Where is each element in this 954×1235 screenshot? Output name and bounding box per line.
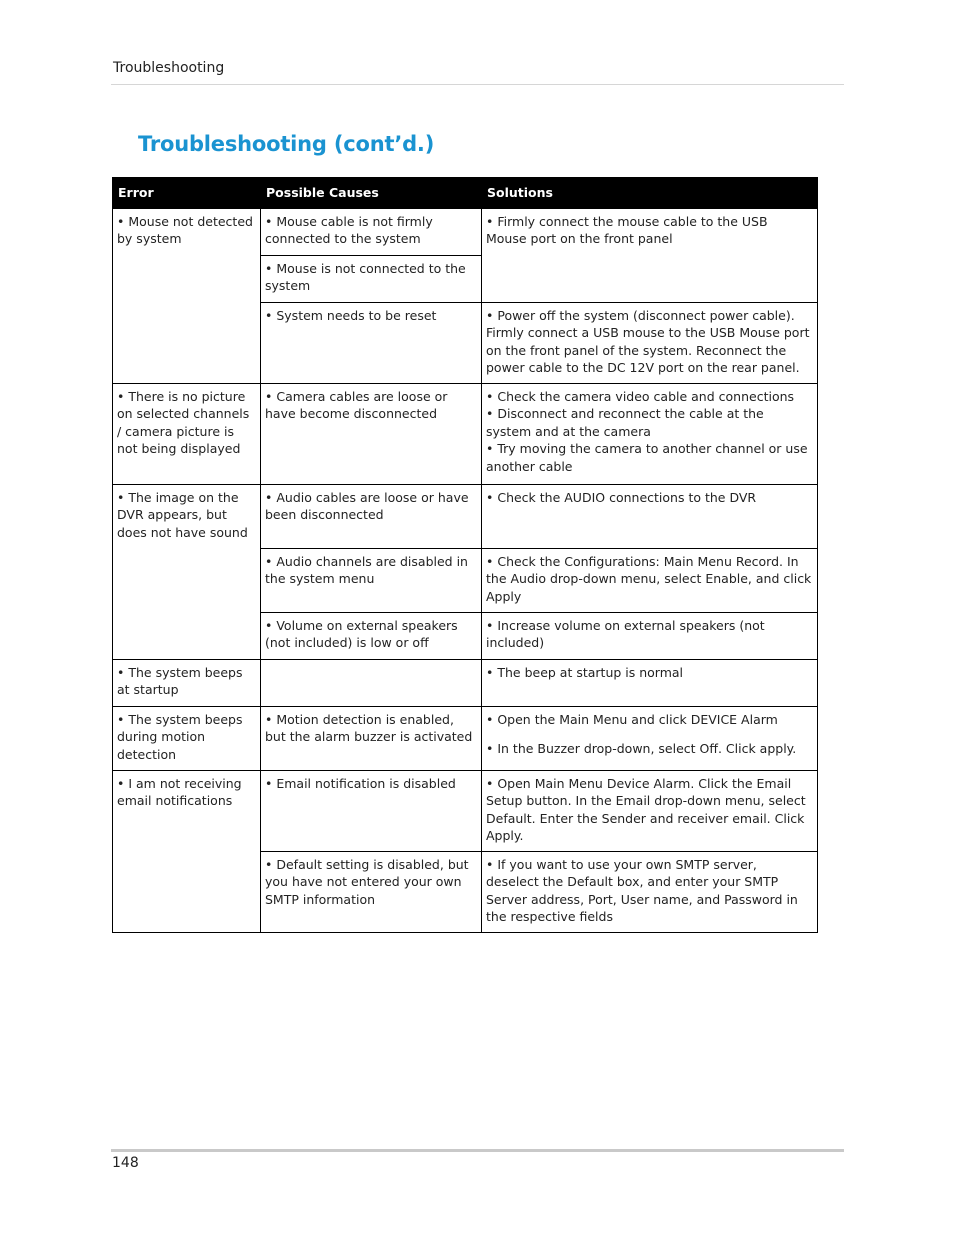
cause-cell: • Camera cables are loose or have become disconnected	[261, 384, 482, 485]
cause-cell: • Default setting is disabled, but you have not entered your own SMTP information	[261, 852, 482, 933]
solution-cell: • Firmly connect the mouse cable to the USB Mouse port on the front panel	[482, 209, 818, 303]
solution-cell: • Open Main Menu Device Alarm. Click the Email Setup button. In the Email drop-down menu, select Default. Enter the Sender and receiver email. Click Apply.	[482, 771, 818, 852]
solution-line: • Try moving the camera to another channel or use another cable	[486, 441, 808, 474]
column-header-possible-causes: Possible Causes	[261, 178, 482, 209]
cause-cell: • Mouse is not connected to the system	[261, 256, 482, 303]
cause-cell: • Mouse cable is not firmly connected to the system	[261, 209, 482, 256]
solution-cell: • Increase volume on external speakers (not included)	[482, 613, 818, 660]
solution-cell: • The beep at startup is normal	[482, 660, 818, 707]
solution-line: • Check the camera video cable and connections	[486, 389, 795, 404]
error-cell: • I am not receiving email notifications	[113, 771, 261, 933]
table-row	[113, 771, 818, 852]
page-title: Troubleshooting (cont’d.)	[138, 132, 435, 156]
cause-cell: • Email notification is disabled	[261, 771, 482, 852]
cause-cell: • Audio channels are disabled in the system menu	[261, 549, 482, 613]
column-header-error: Error	[113, 178, 261, 209]
cause-cell: • System needs to be reset	[261, 303, 482, 384]
solution-cell	[482, 384, 818, 485]
solution-cell: • Check the AUDIO connections to the DVR	[482, 485, 818, 549]
solution-cell: • Power off the system (disconnect power cable). Firmly connect a USB mouse to the USB Mouse port on the front panel of the system. Reconnect the power cable to the DC 12V port on the rear panel.	[482, 303, 818, 384]
troubleshooting-table	[112, 177, 818, 933]
table-row	[113, 384, 818, 485]
table-row	[113, 485, 818, 549]
solution-cell: • Check the Configurations: Main Menu Record. In the Audio drop-down menu, select Enable, and click Apply	[482, 549, 818, 613]
solution-cell	[482, 707, 818, 771]
footer-divider	[111, 1149, 844, 1152]
table-row	[113, 209, 818, 256]
error-cell: • There is no picture on selected channels / camera picture is not being displayed	[113, 384, 261, 485]
column-header-solutions: Solutions	[482, 178, 818, 209]
cause-cell: • Audio cables are loose or have been disconnected	[261, 485, 482, 549]
cause-cell: • Volume on external speakers (not included) is low or off	[261, 613, 482, 660]
solution-line: • Open the Main Menu and click DEVICE Alarm	[486, 712, 778, 727]
running-header: Troubleshooting	[113, 60, 225, 76]
solution-cell: • If you want to use your own SMTP server, deselect the Default box, and enter your SMTP Server address, Port, User name, and Password in the respective fields	[482, 852, 818, 933]
table-row	[113, 707, 818, 771]
solution-line: • Disconnect and reconnect the cable at the system and at the camera	[486, 406, 764, 439]
cause-cell	[261, 660, 482, 707]
error-cell: • The system beeps at startup	[113, 660, 261, 707]
error-cell: • The system beeps during motion detection	[113, 707, 261, 771]
line-spacer	[486, 728, 812, 740]
table-row	[113, 660, 818, 707]
error-cell: • The image on the DVR appears, but does not have sound	[113, 485, 261, 660]
error-cell: • Mouse not detected by system	[113, 209, 261, 384]
page-number: 148	[112, 1155, 139, 1171]
cause-cell: • Motion detection is enabled, but the alarm buzzer is activated	[261, 707, 482, 771]
solution-line: • In the Buzzer drop-down, select Off. Click apply.	[486, 741, 797, 757]
table-header-row	[113, 178, 818, 209]
header-divider	[111, 84, 844, 85]
